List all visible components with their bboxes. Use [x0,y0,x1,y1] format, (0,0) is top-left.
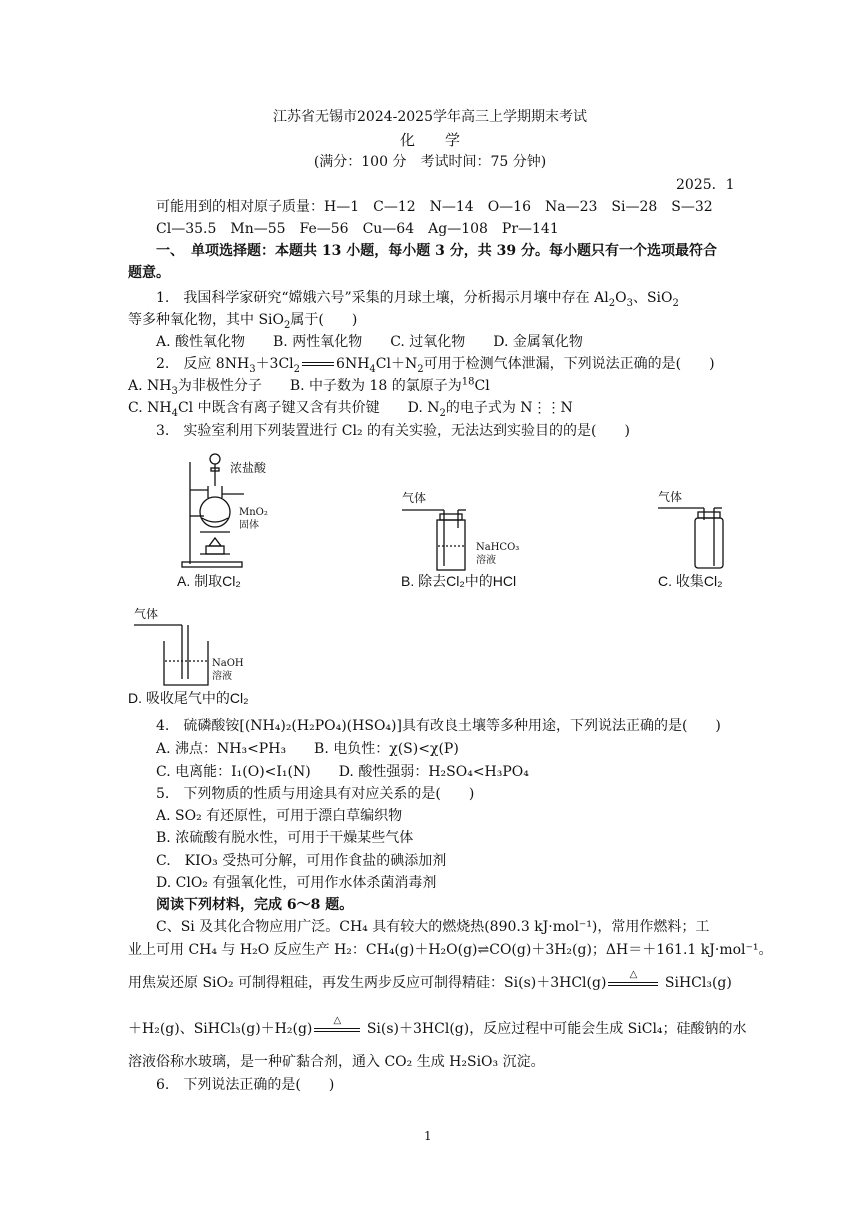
figure-d-label-solution: 溶液 [212,671,232,682]
question-2-options-cd: C. $NH_4Cl$ 中既含有离子键又含有共价键 D. $N_2$的电子式为 N⋮⋮N [128,400,573,419]
figure-c-label-gas: 气体 [658,490,683,504]
reading-para-line4: ＋H₂(g)、SiHCl₃(g)＋H₂(g) △ Si(s)＋3HCl(g)，反应过程中可能会生成 SiCl₄；硅酸钠的水 [128,1020,747,1038]
question-1-options: A. 酸性氧化物 B. 两性氧化物 C. 过氧化物 D. 金属氧化物 [156,334,583,350]
heat-symbol: △ [629,969,638,980]
reading-para-line3: 用焦炭还原 SiO₂ 可制得粗硅，再发生两步反应可制得精硅：Si(s)＋3HCl(g) △ SiHCl₃(g) [128,974,732,992]
question-4-stem: 4. 硫磷酸铵[(NH₄)₂(H₂PO₄)(HSO₄)]具有改良土壤等多种用途，下列说法正确的是( ) [156,718,721,734]
reading-para-line5: 溶液俗称水玻璃，是一种矿黏合剂，通入 CO₂ 生成 H₂SiO₃ 沉淀。 [128,1054,545,1070]
page-number: 1 [424,1129,432,1143]
question-5-option-c: C. KIO₃ 受热可分解，可用作食盐的碘添加剂 [156,853,447,869]
section-heading-cont: 题意。 [128,265,170,281]
question-2-options-ab: A. $NH_3$为非极性分子 B. 中子数为 18 的氯原子为$^{18}$Cl [128,376,490,397]
question-2-stem: 2. 反应 $8NH_3+3Cl_2$ $6NH_4Cl+N_2$可用于检测气体泄漏，下列说法正确的是( ) [156,356,715,375]
figure-a-label-mno2: MnO₂ [239,507,268,518]
figure-a-label-acid: 浓盐酸 [230,461,267,475]
question-5-option-d: D. ClO₂ 有强氧化性，可用作水体杀菌消毒剂 [156,875,437,891]
subject-title: 化 学 [399,131,460,149]
reading-para-line2: 业上可用 CH₄ 与 H₂O 反应生产 H₂：CH₄(g)＋H₂O(g)⇌CO(g)＋3H₂(g)；ΔH＝＋161.1 kJ·mol⁻¹。 [128,942,773,958]
question-1-stem-cont: 等多种氧化物，其中 SiO$_2$属于( ) [128,312,358,331]
figure-a-caption: A. 制取Cl₂ [177,573,241,589]
heat-symbol-2: △ [333,1015,342,1026]
figure-a-label-solid: 固体 [239,520,259,531]
question-5-stem: 5. 下列物质的性质与用途具有对应关系的是( ) [156,786,475,802]
figure-b-label-solution: 溶液 [476,555,496,566]
question-1-stem: 1. 我国科学家研究“嫦娥六号”采集的月球土壤，分析揭示月壤中存在 $Al_2O_3$、SiO$_2$ [156,290,679,309]
figure-d-label-gas: 气体 [134,607,159,621]
question-4-options-cd: C. 电离能：I₁(O)<I₁(N) D. 酸性强弱：H₂SO₄<H₃PO₄ [156,764,529,780]
reading-para-line1: C、Si 及其化合物应用广泛。CH₄ 具有较大的燃烧热(890.3 kJ·mol⁻¹)，常用作燃料；工 [156,919,710,935]
figure-b-apparatus [402,500,482,575]
atomic-masses-line2: Cl—35.5 Mn—55 Fe—56 Cu—64 Ag—108 Pr—141 [156,221,559,237]
figure-b-caption: B. 除去Cl₂中的HCl [401,573,517,589]
reading-title: 阅读下列材料，完成 6～8 题。 [156,897,354,913]
question-6-stem: 6. 下列说法正确的是( ) [156,1077,335,1093]
question-4-options-ab: A. 沸点：NH₃<PH₃ B. 电负性：χ(S)<χ(P) [156,741,459,757]
figure-b-label-gas: 气体 [402,491,427,505]
exam-date: 2025．1 [676,177,735,193]
section-heading: 一、 单项选择题：本题共 13 小题，每小题 3 分，共 39 分。每小题只有一个选项最符合 [156,243,717,259]
exam-meta: (满分：100 分 考试时间：75 分钟) [313,154,547,170]
figure-b-label-nahco3: NaHCO₃ [476,542,520,553]
exam-title: 江苏省无锡市2024-2025学年高三上学期期末考试 [273,109,587,125]
figure-d-label-naoh: NaOH [212,658,244,669]
figure-d-apparatus [134,617,214,689]
question-3-stem: 3. 实验室利用下列装置进行 Cl₂ 的有关实验，无法达到实验目的的是( ) [156,423,630,439]
question-5-option-a: A. SO₂ 有还原性，可用于漂白草编织物 [156,808,403,824]
figure-d-caption: D. 吸收尾气中的Cl₂ [128,690,249,706]
figure-c-caption: C. 收集Cl₂ [658,573,723,589]
figure-c-apparatus [658,500,738,575]
question-5-option-b: B. 浓硫酸有脱水性，可用于干燥某些气体 [156,830,414,846]
atomic-masses-line1: 可能用到的相对原子质量：H—1 C—12 N—14 O—16 Na—23 Si—28 S—32 [156,199,713,215]
